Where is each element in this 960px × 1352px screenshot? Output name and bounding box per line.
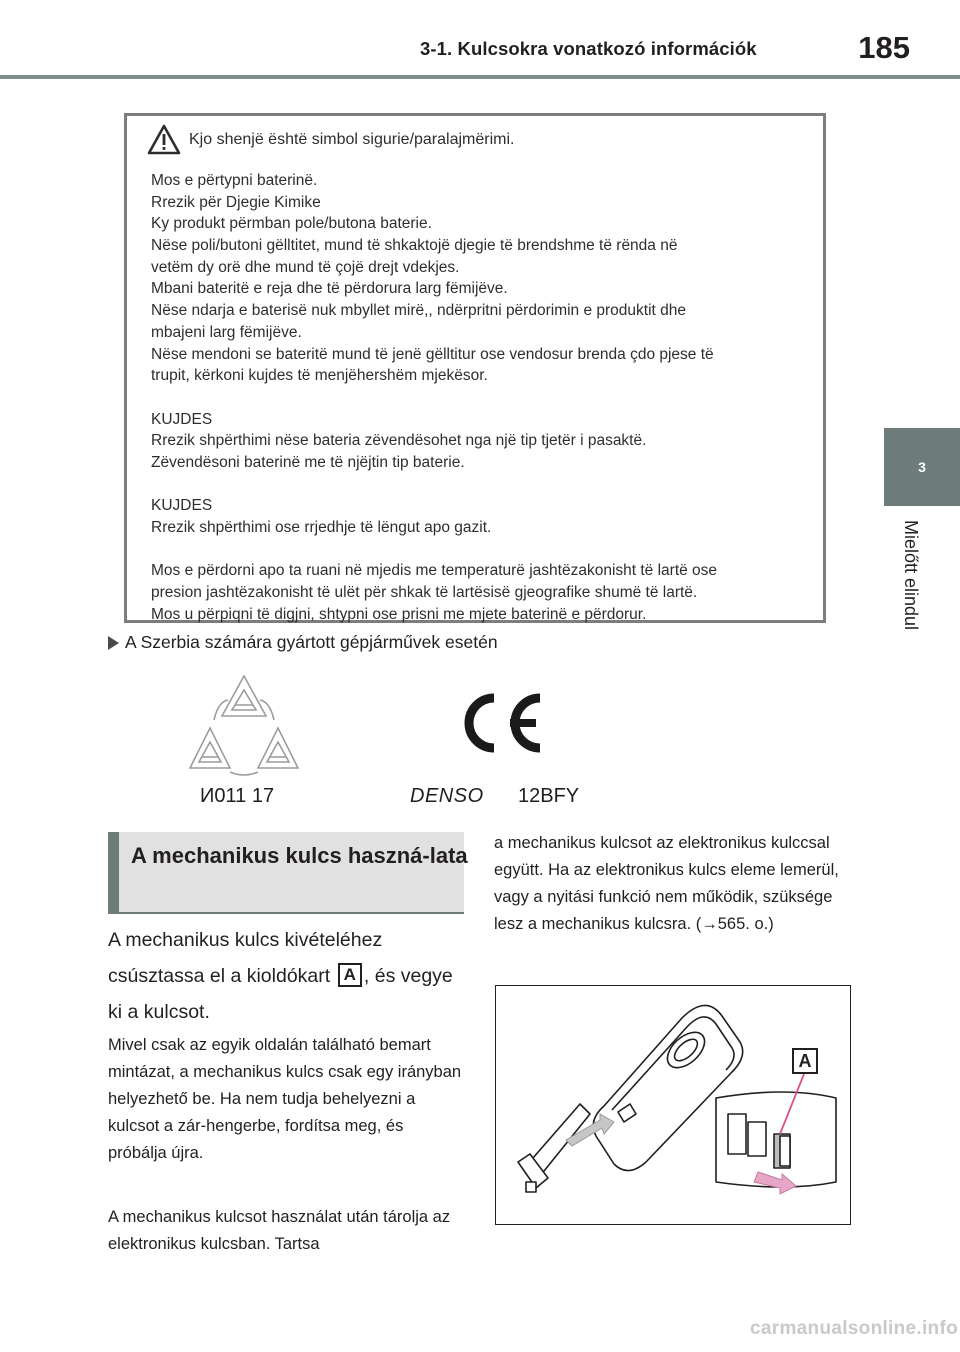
- warning-line-gap: [151, 387, 811, 409]
- serbia-note: [108, 632, 498, 653]
- warning-line: vetëm dy orë dhe mund të çojë drejt vdekjes.: [151, 258, 460, 276]
- warning-line: trupit, kërkoni kujdes të menjëhershëm mjekësor.: [151, 367, 488, 385]
- warning-line: Mos e përtypni baterinë.: [151, 172, 318, 189]
- section-title: 3-1. Kulcsokra vonatkozó információk: [420, 38, 757, 59]
- warning-line: Nëse poli/butoni gëlltitet, mund të shkaktojë djegie të brendshme të rënda në: [151, 237, 678, 255]
- warning-line-gap: [151, 539, 811, 561]
- warning-line: presion jashtëzakonisht të ulët për shkak të lartësisë gjeografike shumë të lartë.: [151, 584, 698, 602]
- warning-line: Nëse mendoni se bateritë mund të jenë gëlltitur ose vendosur brenda çdo pjese të: [151, 345, 714, 363]
- chapter-tab: 3: [884, 428, 960, 506]
- callout-a-label: A: [792, 1048, 818, 1074]
- warning-line-gap: [151, 474, 811, 496]
- warning-line: Mos e përdorni apo ta ruani në mjedis me temperaturë jashtëzakonisht të lartë ose: [151, 562, 718, 580]
- paragraph-orientation: Mivel csak az egyik oldalán található bemart mintázat, a mechanikus kulcs csak egy irányban helyezhető be. Ha nem tudja behelyezni a kulcsot a zár-hengerbe, fordítsa meg, és próbálja újra.: [108, 1036, 462, 1162]
- section-heading-box: [108, 832, 468, 914]
- brand-name: DENSO: [410, 785, 484, 807]
- lead-text-2: , és vegye ki a kulcsot.: [108, 965, 453, 1023]
- key-fob-drawing: [496, 986, 851, 1225]
- model-code: 12BFY: [518, 785, 580, 807]
- section-heading: A mechanikus kulcs haszná-lata: [131, 843, 468, 868]
- warning-heading-text: Kjo shenjë është simbol sigurie/paralajmërimi.: [189, 130, 515, 148]
- warning-line: Zëvendësoni baterinë me të njëjtin tip baterie.: [151, 453, 465, 471]
- bullet-triangle-icon: [108, 636, 119, 650]
- lead-text-1: A mechanikus kulcs kivételéhez csúsztassa el a kioldókart: [108, 929, 383, 987]
- warning-line: Rrezik shpërthimi ose rrjedhje të lëngut apo gazit.: [151, 519, 492, 536]
- warning-triangle-icon: [147, 124, 181, 155]
- header-rule: [0, 75, 960, 79]
- paragraph-battery-fallback: a mechanikus kulcsot az elektronikus kulccsal együtt. Ha az elektronikus kulcs eleme lemerül, vagy a nyitási funkció nem működik, szüksége lesz a mechanikus kulcsra. (→565. o.): [494, 834, 839, 933]
- warning-line: Ky produkt përmban pole/butona baterie.: [151, 215, 432, 233]
- lead-instruction: [108, 922, 464, 1030]
- warning-text-lines: [151, 170, 811, 625]
- site-watermark: carmanualsonline.info: [750, 1318, 958, 1339]
- warning-line: mbajeni larg fëmijëve.: [151, 323, 302, 341]
- ce-mark-icon: [454, 690, 546, 756]
- section-heading-rule: [108, 912, 464, 914]
- warning-line: Mbani bateritë e reja dhe të përdorura larg fëmijëve.: [151, 280, 508, 298]
- warning-line: Rrezik shpërthimi nëse bateria zëvendësohet nga një tip tjetër i pasaktë.: [151, 432, 647, 450]
- callout-a-marker: A: [338, 963, 362, 987]
- chapter-label: Mielőtt elindul: [901, 520, 921, 631]
- serbian-mark-code: И011 17: [200, 785, 275, 807]
- serbia-note-text: A Szerbia számára gyártott gépjárművek esetén: [125, 632, 498, 652]
- mechanical-key-illustration: [495, 985, 851, 1225]
- triple-a-triangle-icon: [188, 672, 300, 776]
- warning-heading: [147, 124, 514, 155]
- page-number: 185: [858, 30, 910, 65]
- warning-line: Mos u përpiqni të digjni, shtypni ose prisni me mjete baterinë e përdorur.: [151, 605, 647, 623]
- warning-line: Rrezik për Djegie Kimike: [151, 193, 321, 211]
- warning-line: KUJDES: [151, 410, 213, 428]
- paragraph-storage: A mechanikus kulcsot használat után tárolja az elektronikus kulcsban. Tartsa: [108, 1208, 451, 1253]
- warning-line: KUJDES: [151, 497, 213, 515]
- warning-line: Nëse ndarja e baterisë nuk mbyllet mirë,, ndërpritni përdorimin e produktit dhe: [151, 302, 687, 320]
- battery-warning-label: [124, 113, 826, 623]
